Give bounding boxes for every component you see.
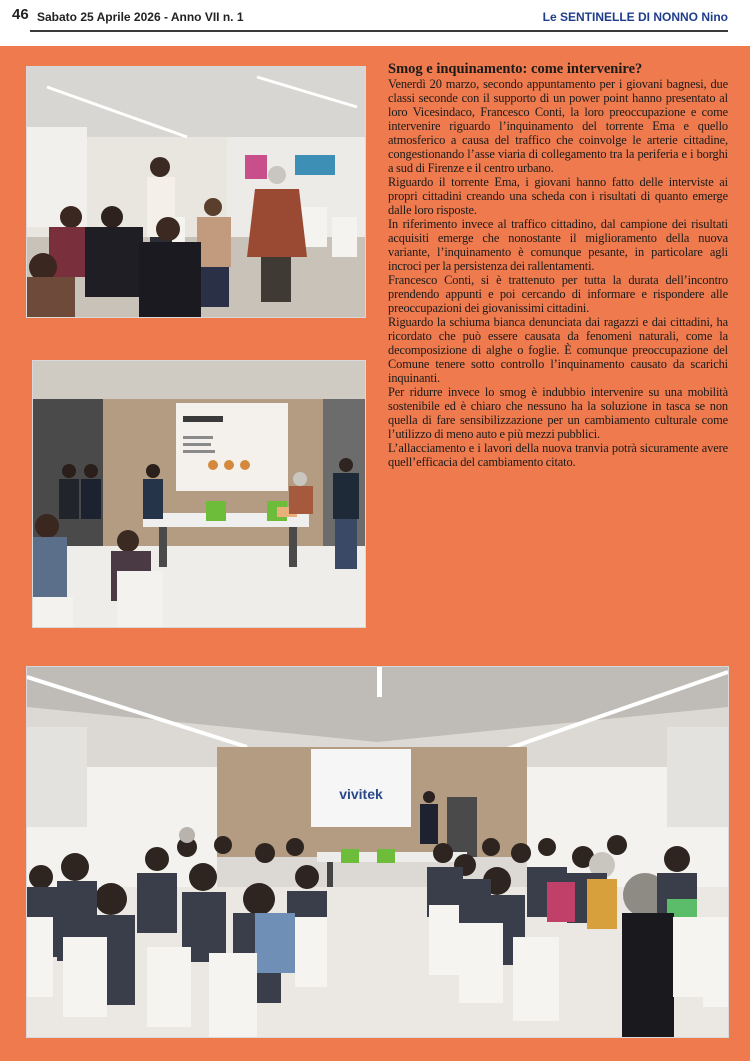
photo-students-speaking [26, 66, 366, 318]
slide-brand-text: vivitek [339, 786, 383, 802]
article-paragraph: In riferimento invece al traffico cittadino, dal campione dei risultati acquisiti emerge che nonostante il miglioramento della nuova variante, l’inquinamento è comunque pesante, in particolare agli incroci per la persistenza dei rallentamenti. [388, 217, 728, 273]
photo-presentation [32, 360, 366, 628]
article-paragraph: L’allacciamento e i lavori della nuova tranvia potrà sicuramente avere quell’efficacia del cambiamento citato. [388, 441, 728, 469]
article-headline: Smog e inquinamento: come intervenire? [388, 61, 643, 77]
article-paragraph: Per ridurre invece lo smog è indubbio intervenire su una mobilità sostenibile ed è chiaro che nessuno ha la soluzione in tasca se non quella di fare sensibilizzazione per un cambiamento culturale come l’utilizzo di meno auto e più mezzi pubblici. [388, 385, 728, 441]
publication-title: Le SENTINELLE DI NONNO Nino [542, 10, 728, 24]
page-header [0, 0, 750, 44]
photo-audience [26, 666, 729, 1038]
article-paragraph: Riguardo la schiuma bianca denunciata dai ragazzi e dai cittadini, ha ricordato che può essere causata da fenomeni naturali, come la decomposizione di alghe o foglie. È comunque preoccupazione del Comune tenere sotto controllo l’inquinamento causato da scarichi inquinanti. [388, 315, 728, 385]
article-paragraph: Francesco Conti, si è trattenuto per tutta la durata dell’incontro prendendo appunti e poi cercando di informare e rispondere alle preoccupazioni dei giovanissimi cittadini. [388, 273, 728, 315]
article-paragraph: Venerdì 20 marzo, secondo appuntamento per i giovani bagnesi, due classi seconde con il supporto di un power point hanno presentato al loro Vicesindaco, Francesco Conti, la loro preoccupazione e come intervenire riguardo l’inquinamento del torrente Ema e quello atmosferico a causa del traffico che coinvolge le arterie cittadine, congestionando l’asse viaria di collegamento tra la periferia e i borghi a sud di Firenze e il centro urbano. [388, 77, 728, 175]
article [388, 62, 728, 469]
issue-date-line: Sabato 25 Aprile 2026 - Anno VII n. 1 [37, 10, 244, 24]
page-number: 46 [12, 6, 29, 23]
article-paragraph: Riguardo il torrente Ema, i giovani hanno fatto delle interviste ai propri cittadini creando una scheda con i risultati di quanto emerge dalle loro risposte. [388, 175, 728, 217]
header-rule [30, 30, 728, 32]
